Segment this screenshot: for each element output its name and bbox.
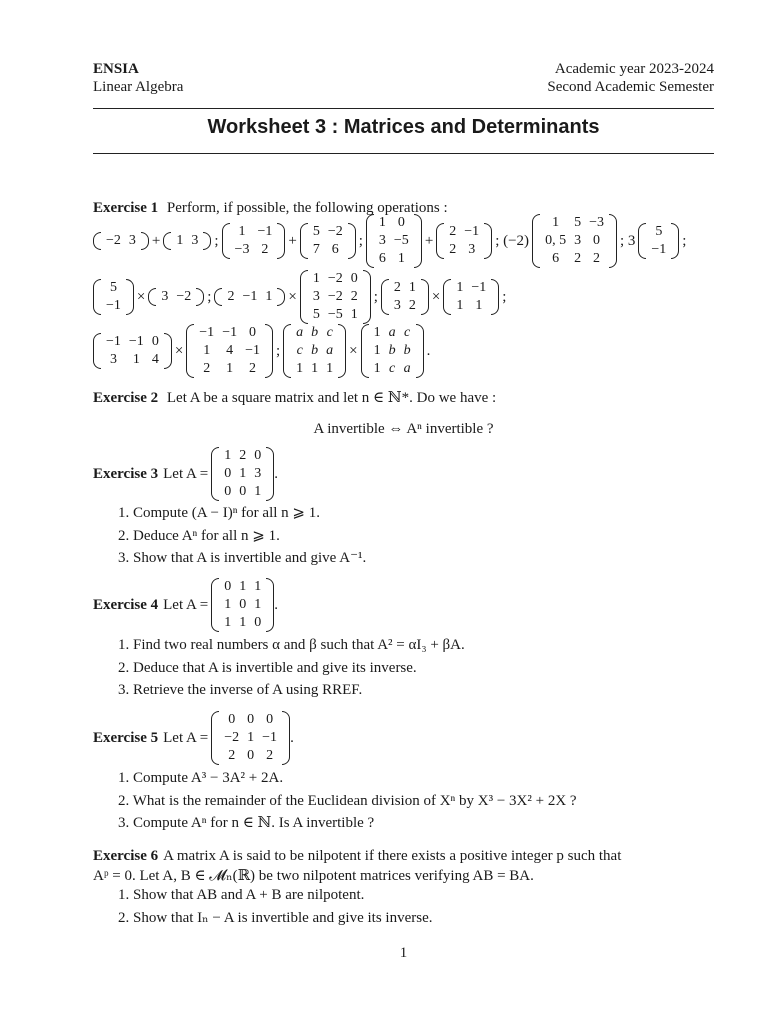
matrix-2x2-c: 2 −1 2 3	[436, 223, 492, 259]
exercise-6-heading	[93, 846, 714, 886]
header-rule-bottom	[93, 153, 714, 154]
exercise-6-item: 1. Show that AB and A + B are nilpotent.	[118, 887, 365, 903]
exercise-1-intro: Perform, if possible, the following operations :	[166, 200, 448, 216]
exercise-6-item: 2. Show that Iₙ − A is invertible and give its inverse.	[118, 909, 433, 926]
page-header	[93, 60, 714, 100]
exercise-4-label: Exercise 4	[93, 596, 159, 613]
course-name: Linear Algebra	[93, 79, 184, 95]
semester: Second Academic Semester	[547, 79, 714, 95]
exercise-5-item: 3. Compute Aⁿ for n ∈ ℕ. Is A invertible ?	[118, 815, 375, 831]
exercise-5-heading: Exercise 5 Let A = 0 0 0 −2 1 −1 2 0 2 .	[93, 712, 294, 763]
matrix-row-vector-b: 1 3	[163, 232, 211, 250]
matrix-3x3-a: 1 −2 0 3 −2 2 5 −5 1	[300, 270, 371, 324]
exercise-4-list	[118, 634, 465, 702]
academic-year: Academic year 2023-2024	[554, 61, 714, 77]
matrix-row-vector-c: 3 −2	[148, 288, 204, 306]
exercise-1-row-3: −1 −1 0 3 1 4 × −1 −1 0 1 4 −1 2 1 2 ; a b c c b a 1 1 1 × 1 a c 1 b b 1 c a .	[93, 326, 433, 376]
exercise-6-list	[118, 884, 433, 929]
matrix-column-vector-b: 5 −1	[93, 279, 134, 315]
exercise-5-list	[118, 767, 577, 835]
exercise-2-statement: A invertible ⇔ Aⁿ invertible ?	[313, 421, 494, 437]
matrix-3x3-symbolic-b: 1 a c 1 b b 1 c a	[361, 324, 424, 378]
exercise-3-list	[118, 502, 366, 570]
exercise-6-line-2: Aᵖ = 0. Let A, B ∈ 𝓜ₙ(ℝ) be two nilpotent matrices verifying AB = BA.	[93, 868, 534, 884]
exercise-4-item: 1. Find two real numbers α and β such that A² = αI₃ + βA.	[118, 637, 465, 653]
exercise-5-item: 2. What is the remainder of the Euclidean division of Xⁿ by X³ − 3X² + 2X ?	[118, 792, 577, 809]
page-number: 1	[399, 945, 408, 961]
exercise-1-row-1: −2 3 + 1 3 ; 1 −1 −3 2 + 5 −2 7 6 ; 1 0 3 −5 6 1 + 2 −1 2 3 ; (−2) 1 5 −3 0, 5 3 0 6 2 2 ; 3 5 −1 ;	[93, 216, 689, 266]
header-rule-top	[93, 108, 714, 109]
matrix-2x2-e: 1 −1 1 1	[443, 279, 499, 315]
exercise-4-let: Let A =	[163, 596, 209, 613]
matrix-2x2-d: 2 1 3 2	[381, 279, 429, 315]
exercise-6-line-1: A matrix A is said to be nilpotent if there exists a positive integer p such that	[163, 848, 622, 864]
matrix-2x2-b: 5 −2 7 6	[300, 223, 356, 259]
exercise-5-item: 1. Compute A³ − 3A² + 2A.	[118, 770, 284, 786]
exercise-1-label: Exercise 1	[93, 200, 159, 216]
exercise-4-matrix: 0 1 1 1 0 1 1 1 0	[211, 578, 274, 632]
exercise-2-label: Exercise 2	[93, 390, 159, 406]
matrix-column-vector-a: 5 −1	[638, 223, 679, 259]
worksheet-title: Worksheet 3 : Matrices and Determinants	[207, 116, 600, 138]
exercise-5-let: Let A =	[163, 729, 209, 746]
document-page	[93, 0, 714, 1024]
exercise-3-heading: Exercise 3 Let A = 1 2 0 0 1 3 0 0 1 .	[93, 448, 278, 499]
exercise-4-heading: Exercise 4 Let A = 0 1 1 1 0 1 1 1 0 .	[93, 579, 278, 630]
exercise-2-text: Let A be a square matrix and let n ∈ ℕ*. Do we have :	[166, 390, 497, 406]
matrix-3x2: 1 0 3 −5 6 1	[366, 214, 422, 268]
matrix-3x3-scaled: 1 5 −3 0, 5 3 0 6 2 2	[532, 214, 617, 268]
exercise-4-item: 2. Deduce that A is invertible and give its inverse.	[118, 659, 417, 676]
exercise-3-item: 3. Show that A is invertible and give A⁻¹.	[118, 550, 367, 566]
exercise-3-label: Exercise 3	[93, 465, 159, 482]
matrix-row-vector-a: −2 3	[93, 232, 149, 250]
exercise-3-matrix: 1 2 0 0 1 3 0 0 1	[211, 447, 274, 501]
exercise-6-label: Exercise 6	[93, 848, 159, 864]
exercise-3-item: 1. Compute (A − I)ⁿ for all n ⩾ 1.	[118, 505, 320, 521]
institution-name: ENSIA	[93, 61, 139, 77]
exercise-4-item: 3. Retrieve the inverse of A using RREF.	[118, 682, 363, 698]
matrix-2x3: −1 −1 0 3 1 4	[93, 333, 172, 369]
matrix-2x2-a: 1 −1 −3 2	[222, 223, 286, 259]
exercise-3-item: 2. Deduce Aⁿ for all n ⩾ 1.	[118, 527, 280, 544]
matrix-row-vector-d: 2 −1 1	[214, 288, 285, 306]
matrix-3x3-b: −1 −1 0 1 4 −1 2 1 2	[186, 324, 273, 378]
matrix-3x3-symbolic-a: a b c c b a 1 1 1	[283, 324, 346, 378]
exercise-3-let: Let A =	[163, 465, 209, 482]
exercise-1-row-2: 5 −1 × 3 −2 ; 2 −1 1 × 1 −2 0 3 −2 2 5 −5 1 ; 2 1 3 2 × 1 −1 1 1 ;	[93, 272, 509, 322]
exercise-5-matrix: 0 0 0 −2 1 −1 2 0 2	[211, 711, 290, 765]
exercise-2-heading	[93, 388, 714, 408]
exercise-5-label: Exercise 5	[93, 729, 159, 746]
